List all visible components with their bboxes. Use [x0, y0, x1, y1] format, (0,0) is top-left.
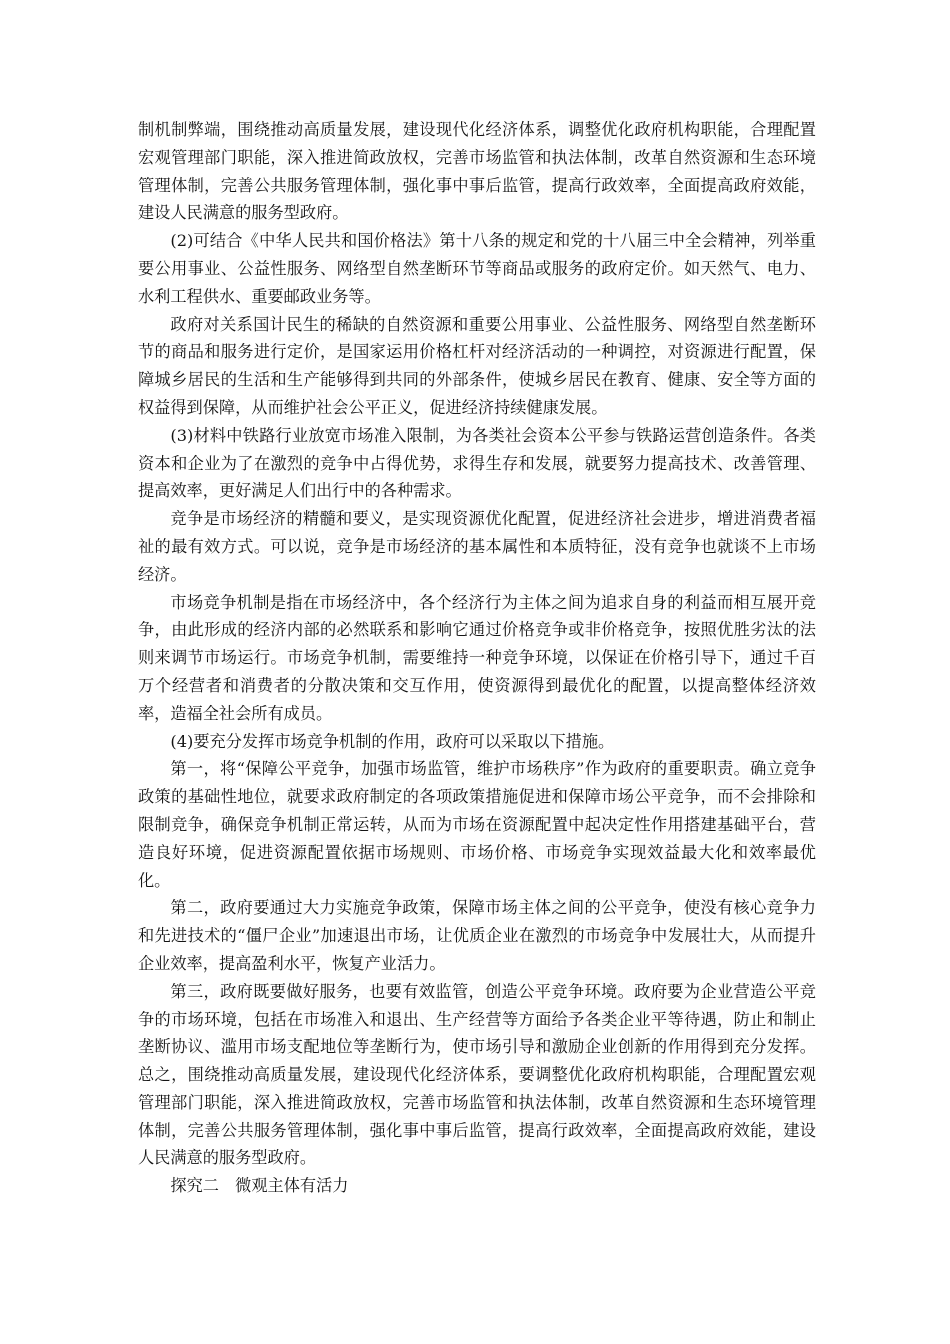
- section-heading: 探究二 微观主体有活力: [170, 1176, 349, 1196]
- paragraph-competition: 竞争是市场经济的精髓和要义，是实现资源优化配置，促进经济社会进步，增进消费者福祉的最有效方式。可以说，竞争是市场经济的基本属性和本质特征，没有竞争也就谈不上市场经济。: [138, 509, 816, 584]
- paragraph-second-measure: 第二，政府要通过大力实施竞争政策，保障市场主体之间的公平竞争，使没有核心竞争力和先进技术的“僵尸企业”加速退出市场，让优质企业在激烈的市场竞争中发展壮大，从而提升企业效率，提高盈利水平，恢复产业活力。: [138, 898, 816, 973]
- paragraph-answer-4: (4)要充分发挥市场竞争机制的作用，政府可以采取以下措施。: [170, 731, 615, 751]
- paragraph-pricing: 政府对关系国计民生的稀缺的自然资源和重要公用事业、公益性服务、网络型自然垄断环节的商品和服务进行定价，是国家运用价格杠杆对经济活动的一种调控，对资源进行配置，保障城乡居民的生活和生产能够得到共同的外部条件，使城乡居民在教育、健康、安全等方面的权益得到保障，从而维护社会公平正义，促进经济持续健康发展。: [138, 314, 816, 417]
- paragraph-first-measure: 第一，将“保障公平竞争，加强市场监管，维护市场秩序”作为政府的重要职责。确立竞争政策的基础性地位，就要求政府制定的各项政策措施促进和保障市场公平竞争，而不会排除和限制竞争，确保竞争机制正常运转，从而为市场在资源配置中起决定性作用搭建基础平台，营造良好环境，促进资源配置依据市场规则、市场价格、市场竞争实现效益最大化和效率最优化。: [138, 759, 816, 890]
- paragraph-mechanism: 市场竞争机制是指在市场经济中，各个经济行为主体之间为追求自身的利益而相互展开竞争，由此形成的经济内部的必然联系和影响它通过价格竞争或非价格竞争，按照优胜劣汰的法则来调节市场运行。市场竞争机制，需要维持一种竞争环境，以保证在价格引导下，通过千百万个经营者和消费者的分散决策和交互作用，使资源得到最优化的配置，以提高整体经济效率，造福全社会所有成员。: [138, 592, 816, 723]
- paragraph-answer-3: (3)材料中铁路行业放宽市场准入限制，为各类社会资本公平参与铁路运营创造条件。各类资本和企业为了在激烈的竞争中占得优势，求得生存和发展，就要努力提高技术、改善管理、提高效率，更好满足人们出行中的各种需求。: [138, 425, 816, 501]
- document-body: [138, 116, 816, 1200]
- paragraph-continuation: 制机制弊端，围绕推动高质量发展，建设现代化经济体系，调整优化政府机构职能，合理配置宏观管理部门职能，深入推进简政放权，完善市场监管和执法体制，改革自然资源和生态环境管理体制，完善公共服务管理体制，强化事中事后监管，提高行政效率，全面提高政府效能，建设人民满意的服务型政府。: [138, 120, 816, 223]
- paragraph-answer-2: (2)可结合《中华人民共和国价格法》第十八条的规定和党的十八届三中全会精神，列举重要公用事业、公益性服务、网络型自然垄断环节等商品或服务的政府定价。如天然气、电力、水利工程供水、重要邮政业务等。: [138, 231, 816, 306]
- paragraph-third-measure: 第三，政府既要做好服务，也要有效监管，创造公平竞争环境。政府要为企业营造公平竞争的市场环境，包括在市场准入和退出、生产经营等方面给予各类企业平等待遇，防止和制止垄断协议、滥用市场支配地位等垄断行为，使市场引导和激励企业创新的作用得到充分发挥。总之，围绕推动高质量发展，建设现代化经济体系，要调整优化政府机构职能，合理配置宏观管理部门职能，深入推进简政放权，完善市场监管和执法体制，改革自然资源和生态环境管理体制，完善公共服务管理体制，强化事中事后监管，提高行政效率，全面提高政府效能，建设人民满意的服务型政府。: [138, 981, 816, 1168]
